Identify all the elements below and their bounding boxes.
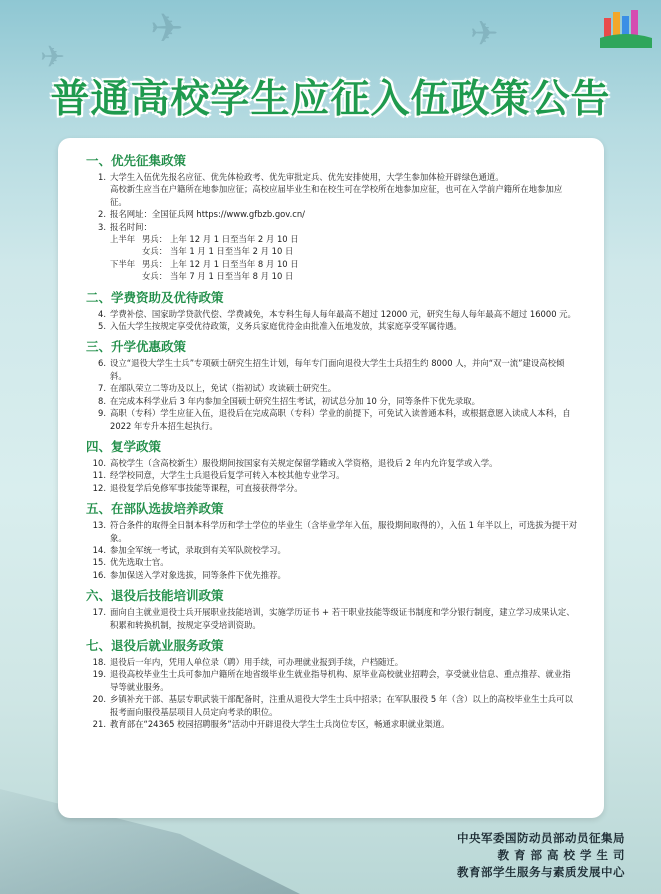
policy-item bbox=[86, 606, 578, 631]
policy-item bbox=[86, 519, 578, 544]
schedule-gender: 女兵： bbox=[142, 271, 168, 282]
policy-item-number: 6. bbox=[98, 358, 106, 369]
policy-item-text: 在完成本科学业后 3 年内参加全国硕士研究生招生考试，初试总分加 10 分，同等条件下优先录取。 bbox=[110, 395, 481, 406]
policy-item-number: 9. bbox=[98, 408, 106, 419]
policy-item-text: 设立“退役大学生士兵”专项硕士研究生招生计划，每年专门面向退役大学生士兵招生约 8000 人，并向“双一流”建设高校倾斜。 bbox=[110, 358, 565, 381]
policy-item-number: 13. bbox=[92, 520, 106, 531]
jet-silhouette-icon: ✈ bbox=[470, 14, 499, 54]
policy-item-text: 参加保送入学对象选拔，同等条件下优先推荐。 bbox=[110, 569, 286, 580]
section-heading: 二、学费资助及优待政策 bbox=[86, 289, 224, 305]
policy-item-text: 高职（专科）学生应征入伍，退役后在完成高职（专科）学业的前提下，可免试入读普通本科，或根据意愿入读成人本科，自 2022 年专升本招生起执行。 bbox=[110, 408, 571, 431]
policy-item bbox=[86, 407, 578, 432]
schedule-row bbox=[86, 258, 578, 270]
policy-item-text: 在部队荣立二等功及以上，免试（指初试）攻读硕士研究生。 bbox=[110, 383, 337, 394]
policy-item-text: 面向自主就业退役士兵开展职业技能培训，实施学历证书 + 若干职业技能等级证书制度和学分银行制度，建立学习成果认定、积累和转换机制，按规定享受培训资助。 bbox=[110, 607, 575, 630]
policy-item bbox=[86, 382, 578, 394]
page-title: 普通高校学生应征入伍政策公告 bbox=[50, 77, 611, 122]
section-heading: 三、升学优惠政策 bbox=[86, 339, 187, 355]
policy-item bbox=[86, 357, 578, 382]
policy-card bbox=[58, 138, 604, 818]
policy-item-number: 14. bbox=[92, 544, 106, 555]
schedule-term bbox=[110, 270, 142, 282]
policy-item-number: 21. bbox=[92, 719, 106, 729]
policy-item bbox=[86, 469, 578, 481]
policy-item bbox=[86, 221, 578, 233]
policy-item-text: 退役复学后免修军事技能等课程，可直接获得学分。 bbox=[110, 482, 303, 493]
schedule-period: 当年 7 月 1 日至当年 8 月 10 日 bbox=[170, 271, 294, 282]
policy-item-number: 17. bbox=[92, 607, 106, 618]
policy-item-text: 报名网址：全国征兵网 https://www.gfbzb.gov.cn/ bbox=[110, 209, 305, 220]
section-heading: 四、复学政策 bbox=[86, 438, 162, 454]
policy-item-number: 19. bbox=[92, 669, 106, 680]
policy-item-text: 退役高校毕业生士兵可参加户籍所在地省级毕业生就业指导机构、原毕业高校就业招聘会，享受就业信息、重点推荐、就业指导等就业服务。 bbox=[110, 669, 571, 692]
policy-item-number: 8. bbox=[98, 395, 106, 406]
policy-item-text: 优先选取士官。 bbox=[110, 557, 169, 568]
policy-item-text: 学费补偿、国家助学贷款代偿、学费减免，本专科生每人每年最高不超过 12000 元，研究生每人每年最高不超过 16000 元。 bbox=[110, 308, 576, 319]
schedule-term bbox=[110, 245, 142, 257]
schedule-term: 上半年 bbox=[110, 234, 136, 245]
policy-item bbox=[86, 482, 578, 494]
policy-item bbox=[86, 457, 578, 469]
policy-item bbox=[86, 208, 578, 220]
issuer-block bbox=[457, 830, 625, 881]
policy-item-text: 教育部在“24365 校园招聘服务”活动中开辟退役大学生士兵岗位专区，畅通求职就业渠道。 bbox=[110, 719, 450, 729]
policy-item-text: 符合条件的取得全日制本科学历和学士学位的毕业生（含毕业学年入伍，服役期间取得的），入伍 1 年半以上，可选拔为提干对象。 bbox=[110, 520, 578, 543]
schedule-row bbox=[86, 245, 578, 257]
policy-item-number: 5. bbox=[98, 321, 106, 332]
schedule-period: 当年 1 月 1 日至当年 2 月 10 日 bbox=[170, 246, 294, 257]
policy-item bbox=[86, 693, 578, 718]
policy-item-text: 高校学生（含高校新生）服役期间按国家有关规定保留学籍或入学资格，退役后 2 年内允许复学或入学。 bbox=[110, 457, 498, 468]
policy-item-text: 大学生入伍优先报名应征、优先体检政考、优先审批定兵、优先安排使用，大学生参加体检开辟绿色通道。 高校新生应当在户籍所在地参加应征；高校应届毕业生和在校生可在学校所在地参加应征，也可在入学前户籍所在地参加应征。 bbox=[110, 172, 563, 207]
schedule-period: 上年 12 月 1 日至当年 8 月 10 日 bbox=[170, 258, 299, 269]
issuer-name: 教育部学生服务与素质发展中心 bbox=[457, 865, 625, 879]
policy-item bbox=[86, 395, 578, 407]
policy-item-number: 20. bbox=[92, 694, 106, 705]
policy-item-text: 经学校同意，大学生士兵退役后复学可转入本校其他专业学习。 bbox=[110, 470, 345, 481]
jet-silhouette-icon: ✈ bbox=[40, 40, 66, 75]
policy-item-number: 11. bbox=[92, 470, 106, 481]
policy-item bbox=[86, 544, 578, 556]
issuer-name: 中央军委国防动员部动员征集局 bbox=[457, 831, 625, 845]
policy-item-number: 16. bbox=[92, 569, 106, 580]
policy-item-text: 报名时间： bbox=[110, 221, 152, 232]
policy-item-number: 4. bbox=[98, 308, 106, 319]
policy-item-text: 退役后一年内，凭用人单位录（聘）用手续，可办理就业报到手续，户档随迁。 bbox=[110, 656, 404, 667]
policy-item-number: 15. bbox=[92, 557, 106, 568]
policy-item-text: 乡镇补充干部、基层专职武装干部配备时，注重从退役大学生士兵中招录；在军队服役 5 年（含）以上的高校毕业生士兵可以报考面向服役基层项目人员定向考录的职位。 bbox=[110, 694, 573, 717]
logo-icon bbox=[600, 8, 652, 48]
schedule-gender: 男兵： bbox=[142, 234, 168, 245]
policy-item-number: 2. bbox=[98, 209, 106, 220]
policy-item bbox=[86, 556, 578, 568]
policy-item bbox=[86, 569, 578, 581]
policy-item-number: 3. bbox=[98, 221, 106, 232]
policy-item-number: 10. bbox=[92, 457, 106, 468]
schedule-row bbox=[86, 270, 578, 282]
schedule-gender: 女兵： bbox=[142, 246, 168, 257]
policy-item-number: 7. bbox=[98, 383, 106, 394]
section-heading: 六、退役后技能培训政策 bbox=[86, 588, 224, 604]
policy-item bbox=[86, 308, 578, 320]
policy-item bbox=[86, 668, 578, 693]
schedule-period: 上年 12 月 1 日至当年 2 月 10 日 bbox=[170, 234, 299, 245]
schedule-gender: 男兵： bbox=[142, 258, 168, 269]
policy-item bbox=[86, 718, 578, 730]
section-heading: 五、在部队选拔培养政策 bbox=[86, 501, 224, 517]
policy-item bbox=[86, 171, 578, 208]
section-heading: 一、优先征集政策 bbox=[86, 153, 187, 168]
policy-item-number: 1. bbox=[98, 172, 106, 182]
policy-item bbox=[86, 656, 578, 668]
policy-item-number: 12. bbox=[92, 482, 106, 493]
issuer-name: 教 育 部 高 校 学 生 司 bbox=[497, 848, 625, 862]
policy-item-number: 18. bbox=[92, 656, 106, 667]
schedule-row bbox=[86, 233, 578, 245]
policy-item-text: 入伍大学生按规定享受优待政策，义务兵家庭优待金由批准入伍地发放，其家庭享受军属待遇。 bbox=[110, 321, 462, 332]
policy-item-text: 参加全军统一考试，录取到有关军队院校学习。 bbox=[110, 544, 286, 555]
policy-item bbox=[86, 320, 578, 332]
section-heading: 七、退役后就业服务政策 bbox=[86, 637, 224, 653]
jet-silhouette-icon: ✈ bbox=[150, 6, 184, 52]
schedule-term: 下半年 bbox=[110, 258, 136, 269]
